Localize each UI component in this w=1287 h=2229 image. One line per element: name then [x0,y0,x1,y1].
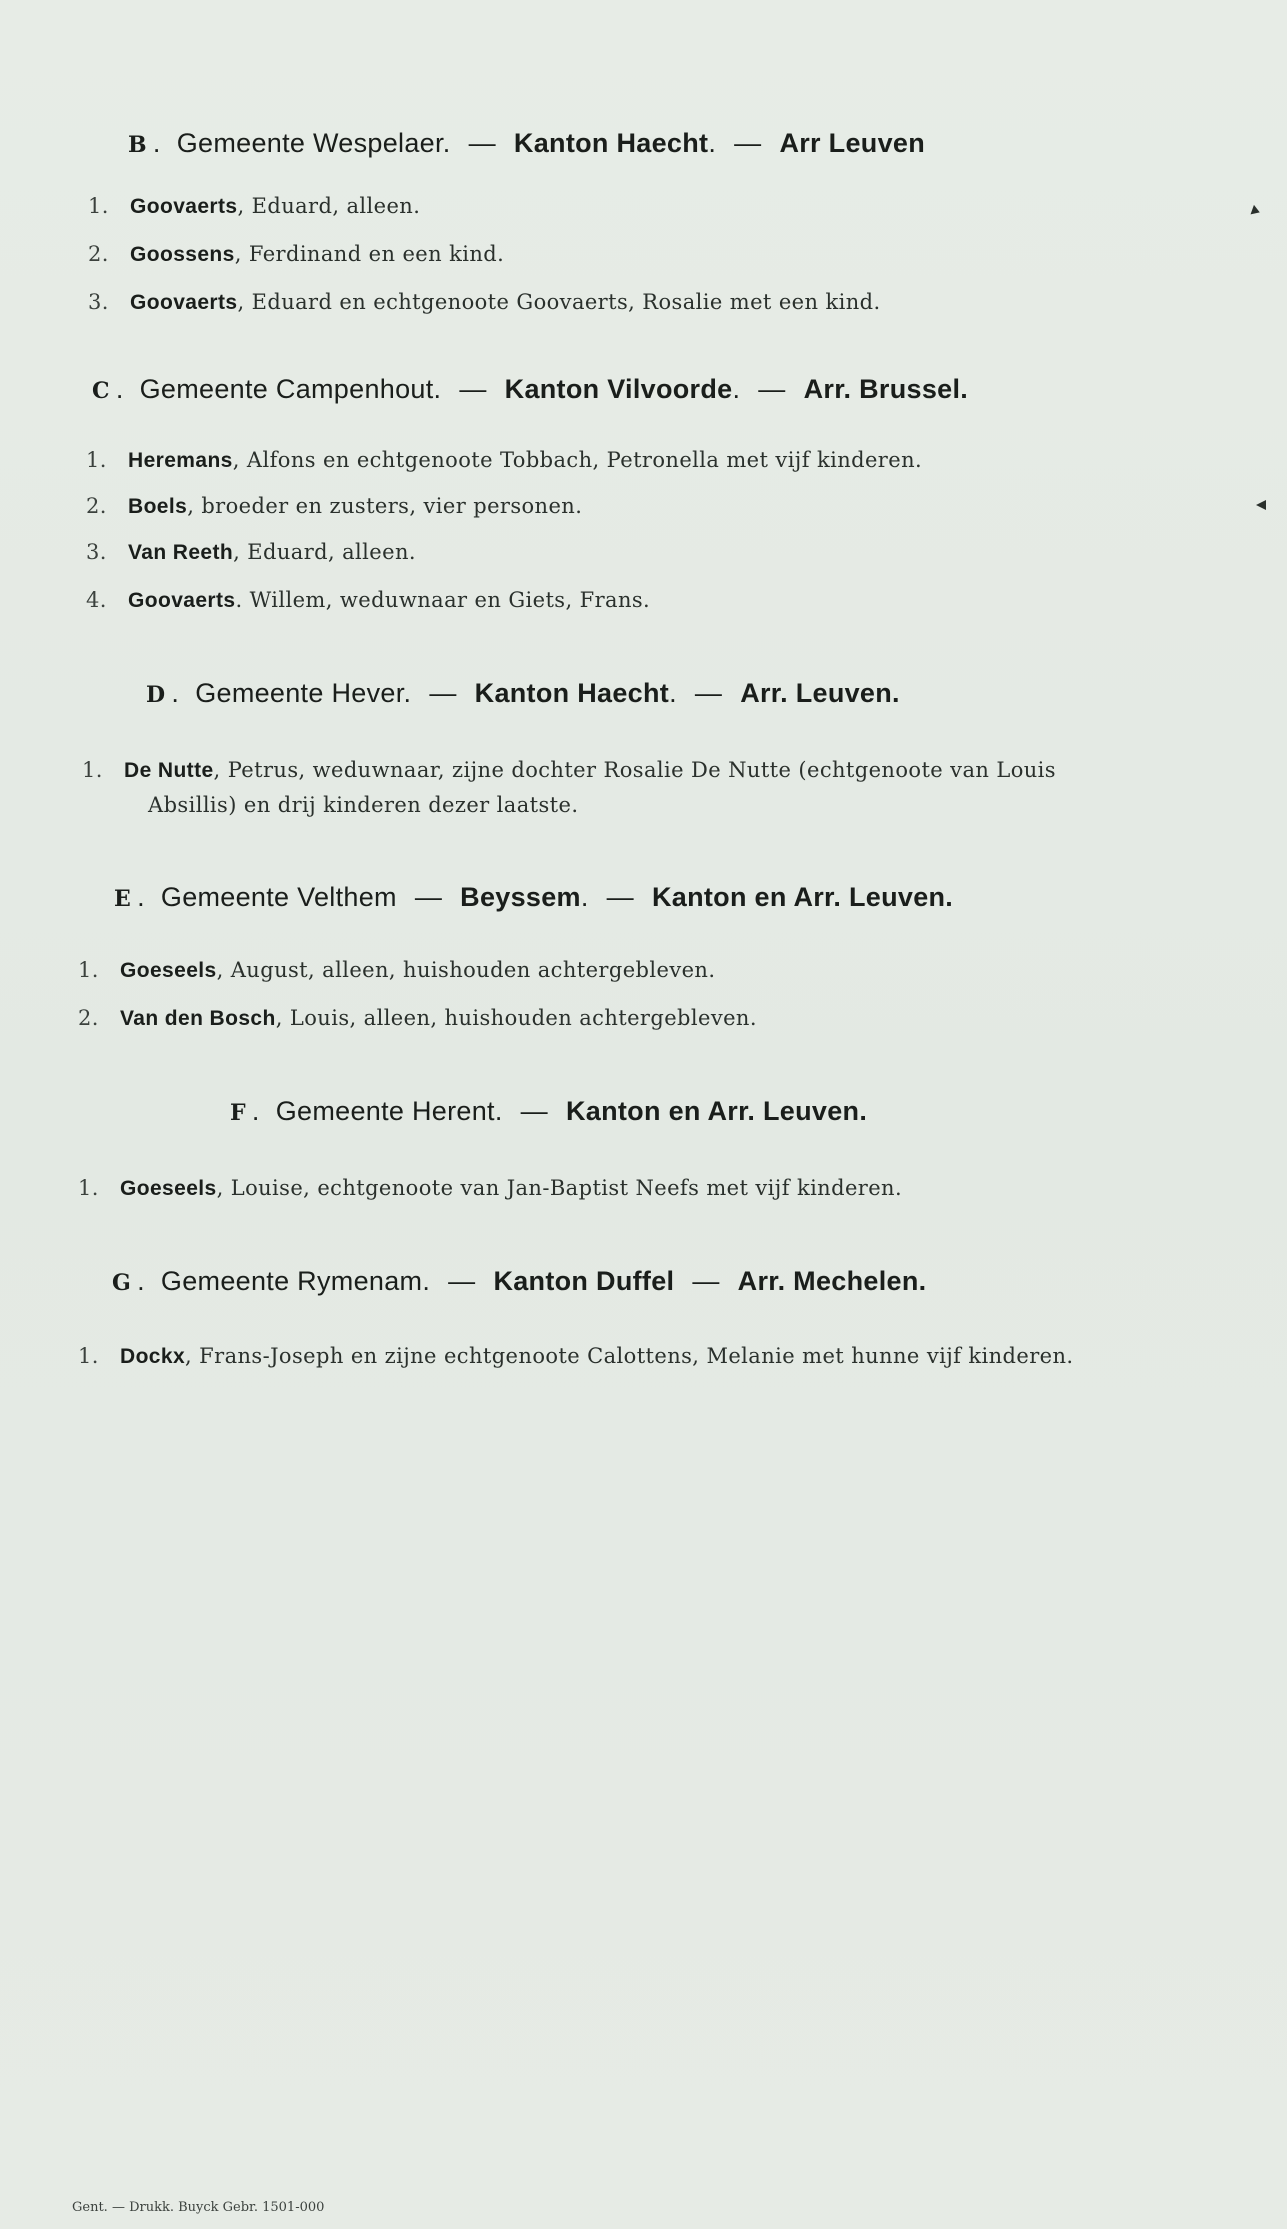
list-item: 3. Van Reeth, Eduard, alleen. [86,540,416,564]
gemeente-label: Gemeente Campenhout [139,374,434,404]
kanton-label: Kanton Vilvoorde [504,374,733,404]
arr-label: Arr. Brussel. [803,374,969,404]
gemeente-label: Gemeente Rymenam [160,1266,423,1296]
section-letter: C [92,378,110,404]
section-letter: G [112,1270,132,1296]
list-item: 1. Goeseels, Louise, echtgenoote van Jan-Baptist Neefs met vijf kinderen. [78,1176,903,1200]
section-g-heading: G . Gemeente Rymenam. — Kanton Duffel — Arr. Mechelen. [112,1266,927,1296]
section-letter: B [128,132,147,158]
section-letter: D [146,682,166,708]
kanton-label: Kanton en Arr. Leuven. [651,882,954,912]
printer-imprint: Gent. — Drukk. Buyck Gebr. 1501-000 [72,2200,325,2215]
kanton-label: Kanton Haecht [513,128,709,158]
extra-label: Beyssem [460,882,581,912]
section-letter: F [230,1100,246,1126]
gemeente-label: Gemeente Hever [195,678,404,708]
kanton-label: Kanton Duffel [493,1266,675,1296]
list-item: 3. Goovaerts, Eduard en echtgenoote Goovaerts, Rosalie met een kind. [88,290,881,314]
list-item: 4. Goovaerts. Willem, weduwnaar en Giets, Frans. [86,588,651,612]
list-item: 1. Dockx, Frans-Joseph en zijne echtgenoote Calottens, Melanie met hunne vijf kinderen. [78,1344,1074,1368]
kanton-label: Kanton Haecht [474,678,670,708]
gemeente-label: Gemeente Velthem [160,882,397,912]
section-c-heading: C . Gemeente Campenhout. — Kanton Vilvoorde. — Arr. Brussel. [92,374,969,404]
arr-label: Arr Leuven [779,128,925,158]
list-item: 1. Heremans, Alfons en echtgenoote Tobbach, Petronella met vijf kinderen. [86,448,923,472]
arr-label: Arr. Leuven. [740,678,900,708]
list-item: 2. Goossens, Ferdinand en een kind. [88,242,505,266]
list-item: 2. Boels, broeder en zusters, vier personen. [86,494,583,518]
list-item: 1. Goovaerts, Eduard, alleen. [88,194,421,218]
list-item: 1. Goeseels, August, alleen, huishouden achtergebleven. [78,958,716,982]
edge-mark [1256,500,1266,510]
arr-label: Arr. Mechelen. [737,1266,927,1296]
section-f-heading: F . Gemeente Herent. — Kanton en Arr. Leuven. [230,1096,868,1126]
section-b-heading: B . Gemeente Wespelaer. — Kanton Haecht. — Arr Leuven [128,128,925,158]
section-d-heading: D . Gemeente Hever. — Kanton Haecht. — Arr. Leuven. [146,678,900,708]
section-letter: E [114,886,132,912]
list-item-continuation: Absillis) en drij kinderen dezer laatste. [148,793,579,817]
kanton-label: Kanton en Arr. Leuven. [565,1096,868,1126]
edge-mark [1251,205,1262,217]
section-e-heading: E . Gemeente Velthem — Beyssem. — Kanton en Arr. Leuven. [114,882,954,912]
gemeente-label: Gemeente Herent [275,1096,495,1126]
list-item: 1. De Nutte, Petrus, weduwnaar, zijne dochter Rosalie De Nutte (echtgenoote van Louis Absillis) en drij kinderen dezer laatste. [82,758,1056,817]
list-item: 2. Van den Bosch, Louis, alleen, huishouden achtergebleven. [78,1006,757,1030]
gemeente-label: Gemeente Wespelaer [176,128,443,158]
